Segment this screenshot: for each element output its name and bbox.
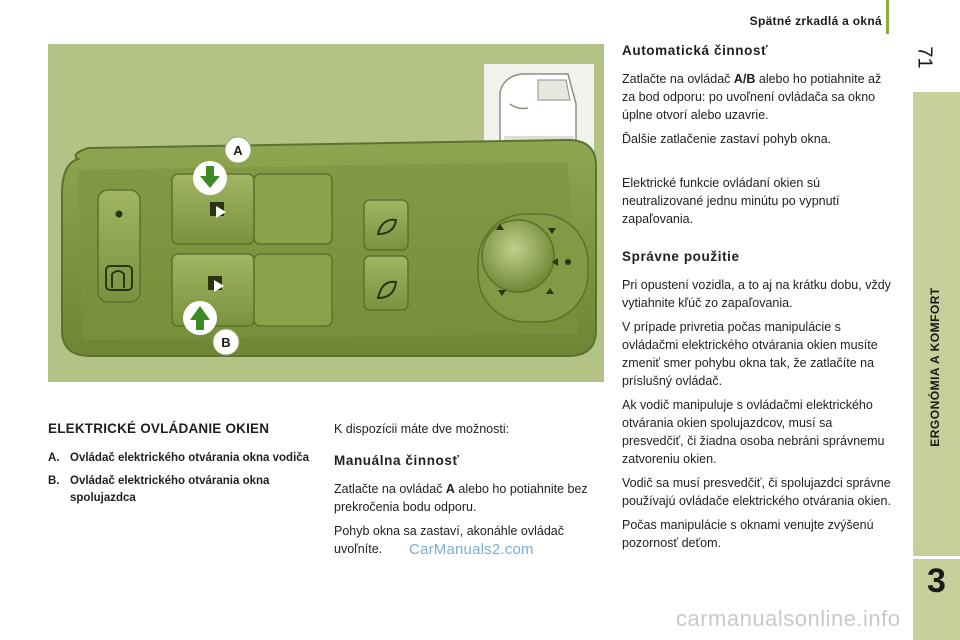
- watermark-carmanualsonline: carmanualsonline.info: [676, 606, 901, 631]
- window-icon-a: [210, 202, 226, 218]
- chapter-divider: [913, 556, 960, 559]
- auto-paragraph-3: Elektrické funkcie ovládaní okien sú neutralizované jednu minútu po vypnutí zapaľovania.: [622, 176, 840, 226]
- section-title: Spätné zrkadlá a okná: [749, 14, 882, 28]
- manual-heading: Manuálna činnosť: [334, 453, 460, 468]
- manual-paragraph-2: Pohyb okna sa zastaví, akonáhle ovládač uvoľníte.: [334, 524, 565, 556]
- legend-item-a: [48, 450, 316, 467]
- page-number: 71: [913, 46, 936, 69]
- watermark-carmanuals2: CarManuals2.com: [409, 541, 534, 558]
- legend-column: [48, 420, 316, 513]
- arrow-up-icon: [183, 301, 217, 335]
- callout-b: [213, 329, 239, 355]
- main-heading: ELEKTRICKÉ OVLÁDANIE OKIEN: [48, 421, 270, 436]
- usage-paragraph-2: V prípade privretia počas manipulácie s ovládačmi elektrického otvárania okien musíte zmeniť smer pohybu okna tak, že zatlačíte na príslušný ovládač.: [622, 320, 878, 388]
- intro-text: K dispozícii máte dve možnosti:: [334, 422, 510, 436]
- window-icon-b: [208, 276, 224, 292]
- control-key: A: [445, 482, 455, 496]
- chapter-number: 3: [927, 562, 946, 600]
- window-switch-illustration: [48, 44, 604, 382]
- usage-paragraph-1: Pri opustení vozidla, a to aj na krátku dobu, vždy vytiahnite kľúč zo zapaľovania.: [622, 278, 891, 310]
- chapter-label: ERGONÓMIA A KOMFORT: [928, 287, 942, 447]
- svg-text:A: A: [233, 143, 243, 158]
- header-rule: [886, 0, 889, 34]
- control-key: A/B: [733, 72, 756, 86]
- legend-text: Ovládač elektrického otvárania okna spolujazdca: [70, 475, 270, 504]
- legend-key: B.: [48, 475, 60, 487]
- legend-key: A.: [48, 452, 60, 464]
- mirror-adjust-knob: [478, 214, 588, 322]
- legend-item-b: [48, 473, 316, 507]
- lock-button: [98, 190, 140, 302]
- usage-heading: Správne použitie: [622, 249, 740, 264]
- manual-paragraph-1: Zatlačte na ovládač A alebo ho potiahnite bez prekročenia bodu odporu.: [334, 482, 588, 514]
- auto-heading: Automatická činnosť: [622, 43, 769, 58]
- legend-text: Ovládač elektrického otvárania okna vodiča: [70, 452, 310, 464]
- callout-a: [225, 137, 251, 163]
- arrow-down-icon: [193, 161, 227, 195]
- auto-column: [622, 42, 894, 558]
- svg-text:B: B: [221, 335, 231, 350]
- auto-paragraph-1: Zatlačte na ovládač A/B alebo ho potiahnite až za bod odporu: po uvoľnení ovládača sa okno úplne otvorí alebo uzavrie.: [622, 72, 882, 122]
- mirror-button-top: [364, 200, 408, 250]
- usage-paragraph-3: Ak vodič manipuluje s ovládačmi elektrického otvárania okien spolujazdcov, musí sa presvedčiť, či žiadna osoba nebráni správnemu zatvoreniu okien.: [622, 398, 885, 466]
- usage-paragraph-5: Počas manipulácie s oknami venujte zvýšenú pozornosť deťom.: [622, 518, 874, 550]
- auto-paragraph-2: Ďalšie zatlačenie zastaví pohyb okna.: [622, 132, 832, 146]
- usage-paragraph-4: Vodič sa musí presvedčiť, či spolujazdci správne používajú ovládače elektrického otvárania okien.: [622, 476, 891, 508]
